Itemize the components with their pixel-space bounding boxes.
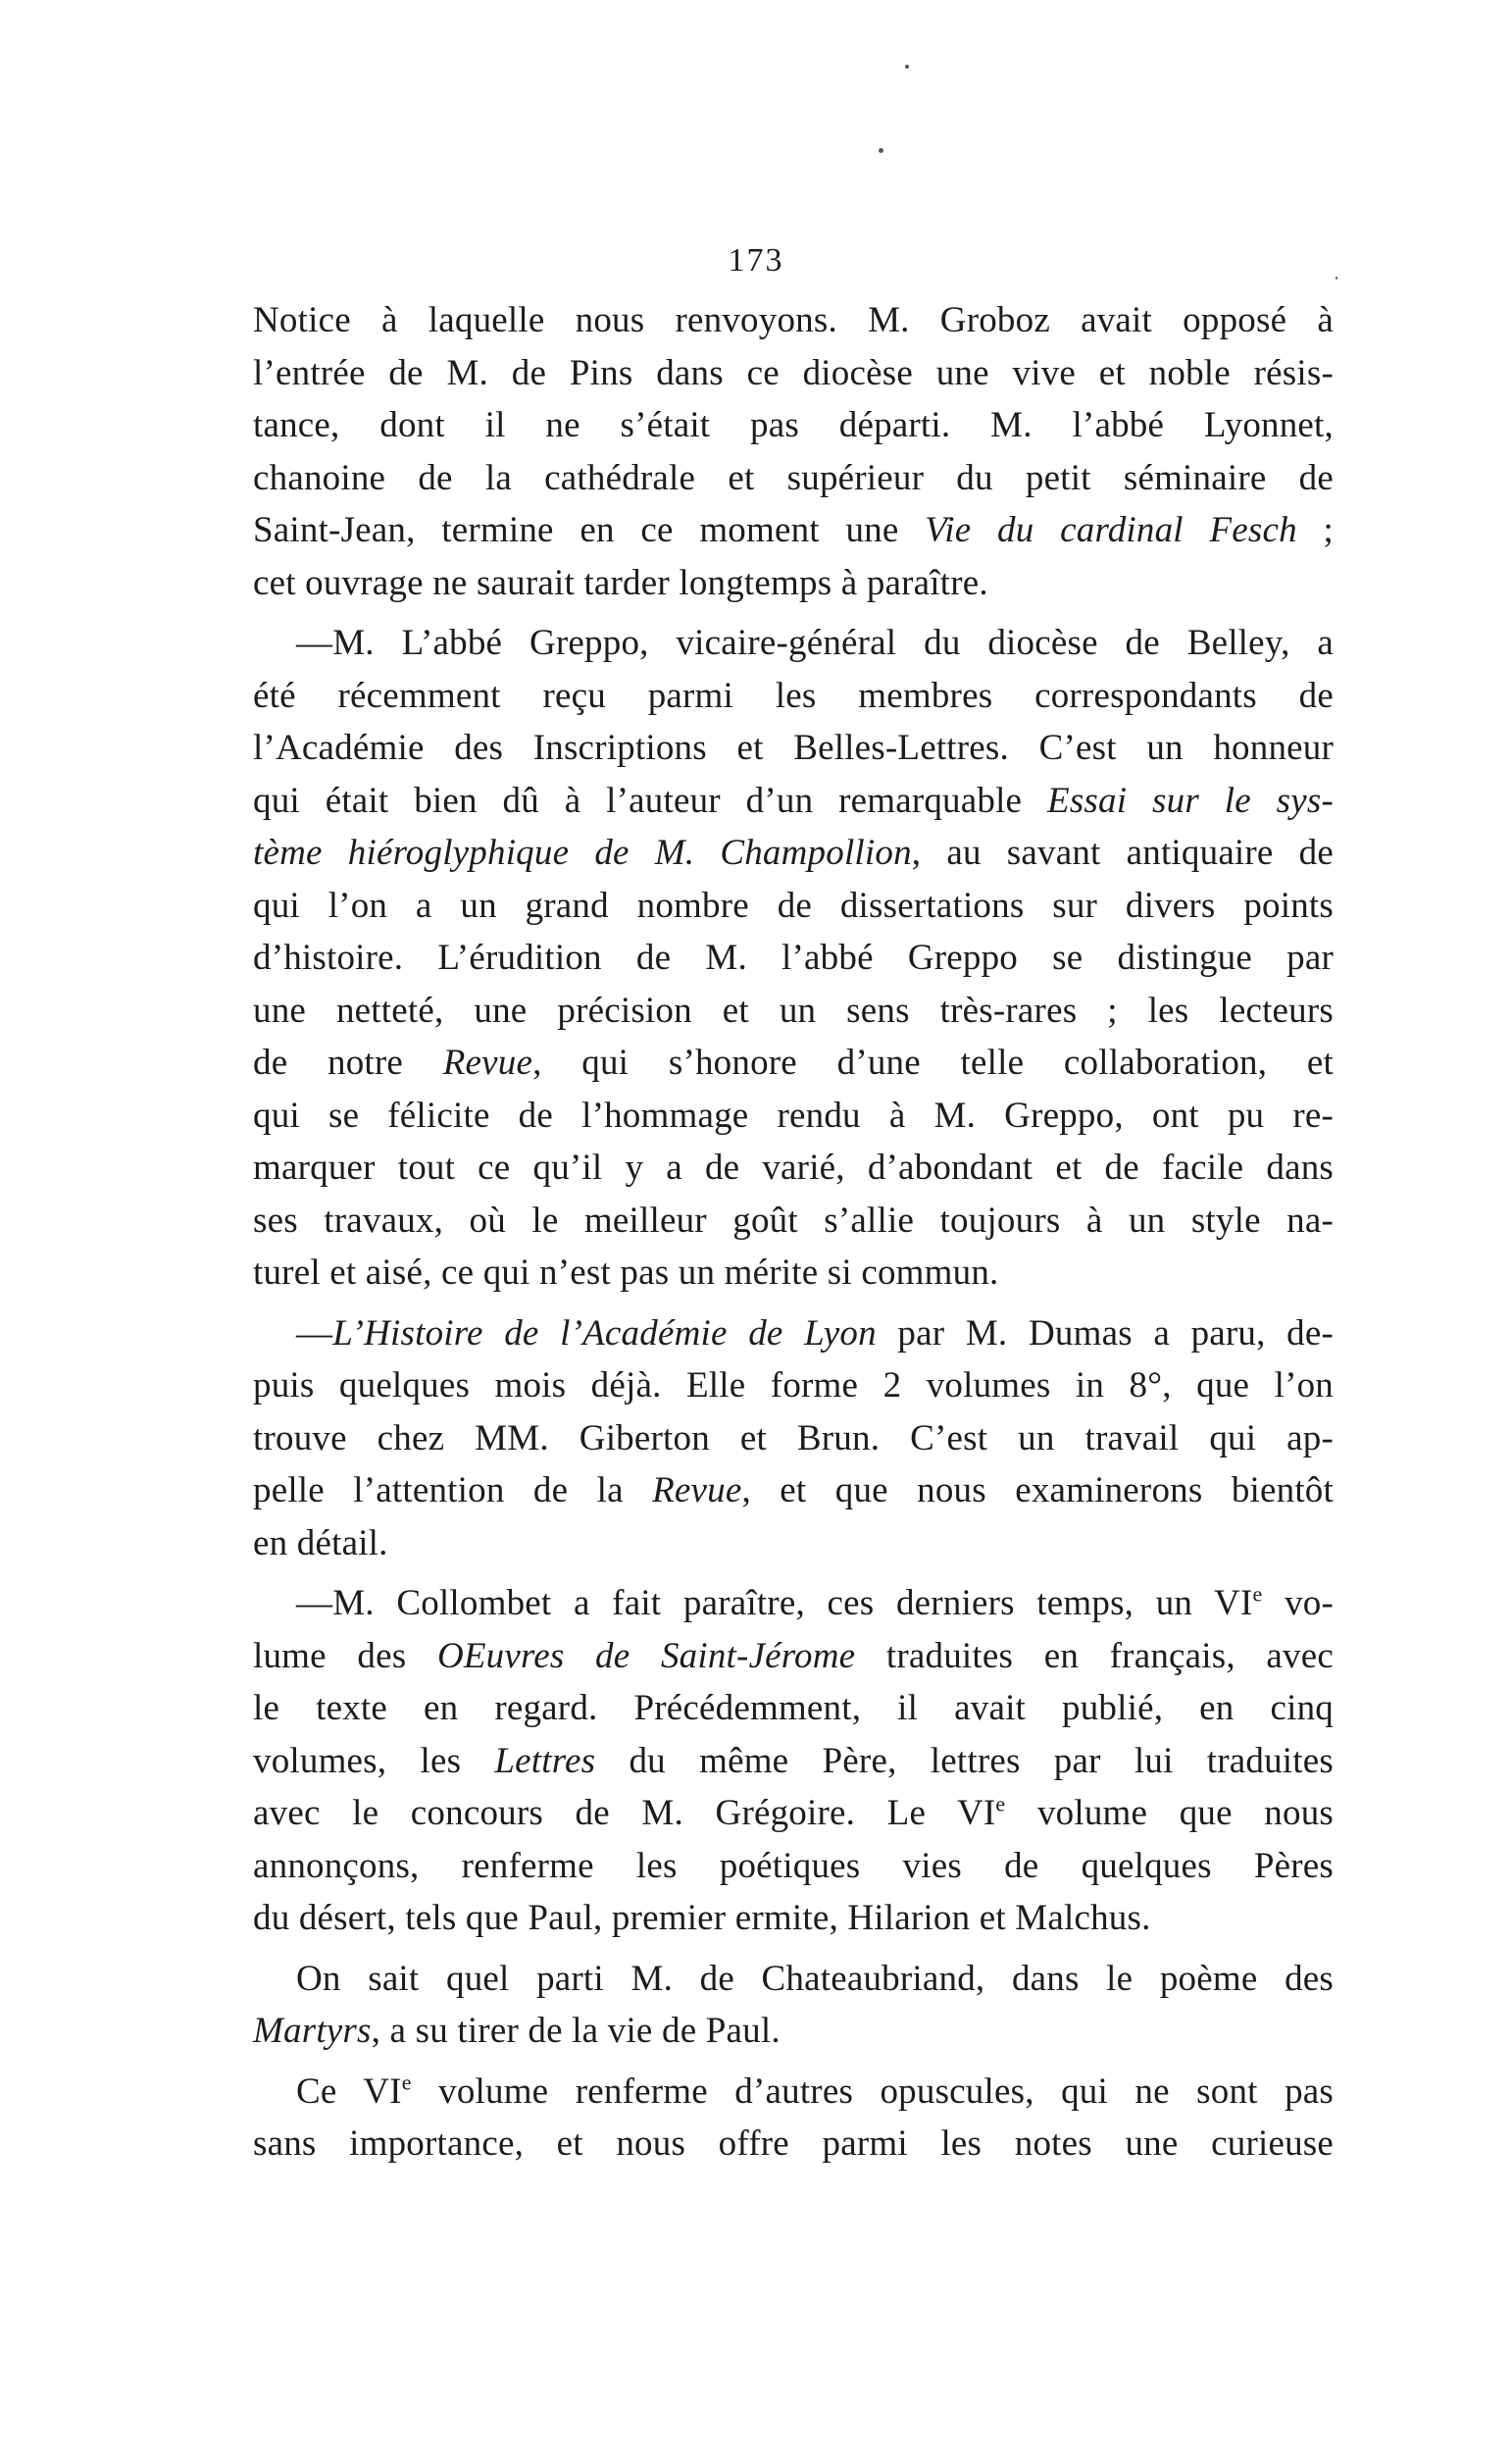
text-line	[253, 1142, 1334, 1195]
text-line	[253, 617, 1334, 670]
text-line	[253, 827, 1334, 880]
text-segment: , qui s’honore d’une telle collaboration, et	[532, 1043, 1334, 1083]
text-segment: traduites en français, avec	[855, 1635, 1334, 1676]
text-segment: annonçons, renferme les poétiques vies de quelques Pères	[253, 1845, 1334, 1886]
italic-text: Martyrs	[253, 2011, 372, 2051]
text-segment: l’entrée de M. de Pins dans ce diocèse une vive et noble résis-	[253, 352, 1334, 393]
italic-text: Revue	[652, 1470, 742, 1510]
italic-text: Essai sur le sys-	[1047, 780, 1334, 821]
text-line	[253, 1412, 1334, 1465]
text-segment: , et que nous examinerons bientôt	[741, 1470, 1334, 1510]
text-line	[253, 880, 1334, 933]
text-segment: qui l’on a un grand nombre de dissertations sur divers points	[253, 885, 1334, 926]
text-segment: Ce VI	[296, 2071, 402, 2112]
text-segment: trouve chez MM. Giberton et Brun. C’est un travail qui ap-	[253, 1417, 1334, 1458]
text-line	[253, 1953, 1334, 2006]
text-line	[253, 1630, 1334, 1683]
text-line	[253, 2066, 1334, 2119]
text-segment: l’Académie des Inscriptions et Belles-Lettres. C’est un honneur	[253, 728, 1334, 768]
text-segment: On sait quel parti M. de Chateaubriand, dans le poème des	[296, 1958, 1334, 1999]
text-segment: ;	[1296, 510, 1334, 550]
italic-text: Vie du cardinal Fesch	[925, 510, 1297, 550]
text-line	[253, 1037, 1334, 1090]
text-segment: le texte en regard. Précédemment, il avait publié, en cinq	[253, 1688, 1334, 1728]
text-segment: , a su tirer de la vie de Paul.	[371, 2011, 781, 2051]
text-segment: volume que nous	[1005, 1793, 1334, 1833]
text-segment: avec le concours de M. Grégoire. Le VI	[253, 1793, 996, 1833]
text-segment: du même Père, lettres par lui traduites	[595, 1740, 1334, 1781]
page-number: 173	[728, 242, 784, 279]
text-segment: volumes, les	[253, 1740, 495, 1781]
text-line	[253, 1247, 1334, 1300]
ink-speck-top	[905, 65, 909, 69]
text-line	[253, 932, 1334, 985]
superscript: e	[995, 1791, 1006, 1816]
text-line	[253, 1359, 1334, 1412]
text-line	[253, 1090, 1334, 1143]
text-segment: marquer tout ce qu’il y a de varié, d’abondant et de facile dans	[253, 1148, 1334, 1188]
text-segment: , au savant antiquaire de	[911, 833, 1334, 873]
text-segment: du désert, tels que Paul, premier ermite, Hilarion et Malchus.	[253, 1898, 1151, 1938]
text-segment: vo-	[1262, 1583, 1334, 1623]
italic-text: Revue	[442, 1043, 533, 1083]
text-segment: —M. L’abbé Greppo, vicaire-général du diocèse de Belley, a	[296, 623, 1334, 663]
text-segment: une netteté, une précision et un sens très-rares ; les lecteurs	[253, 990, 1334, 1031]
text-segment: d’histoire. L’érudition de M. l’abbé Greppo se distingue par	[253, 938, 1334, 978]
text-segment: ses travaux, où le meilleur goût s’allie toujours à un style na-	[253, 1200, 1334, 1241]
text-line	[253, 1840, 1334, 1893]
text-line	[253, 2118, 1334, 2171]
text-line	[253, 399, 1334, 452]
text-segment: qui était bien dû à l’auteur d’un remarquable	[253, 780, 1048, 821]
ink-speck-mark	[879, 148, 883, 153]
text-line	[253, 722, 1334, 775]
text-segment: qui se félicite de l’hommage rendu à M. Greppo, ont pu re-	[253, 1095, 1334, 1136]
text-line	[253, 1892, 1334, 1945]
text-segment: volume renferme d’autres opuscules, qui ne sont pas	[411, 2071, 1334, 2112]
text-segment: chanoine de la cathédrale et supérieur du petit séminaire de	[253, 457, 1334, 498]
text-line	[253, 1464, 1334, 1517]
text-line	[253, 557, 1334, 610]
text-line	[253, 985, 1334, 1038]
text-line	[253, 452, 1334, 505]
italic-text: OEuvres de Saint-Jérome	[436, 1635, 856, 1676]
text-line	[253, 2005, 1334, 2058]
text-segment: de notre	[253, 1043, 443, 1083]
text-segment: tance, dont il ne s’était pas départi. M. l’abbé Lyonnet,	[253, 405, 1334, 445]
text-line	[253, 1735, 1334, 1788]
text-line	[253, 504, 1334, 557]
text-line	[253, 1682, 1334, 1735]
text-segment: sans importance, et nous offre parmi les notes une curieuse	[253, 2123, 1334, 2164]
text-segment: par M. Dumas a paru, de-	[876, 1312, 1335, 1354]
italic-text: tème hiéroglyphique de M. Champollion	[253, 833, 912, 873]
text-segment: cet ouvrage ne saurait tarder longtemps à paraître.	[253, 562, 988, 603]
italic-text: Lettres	[494, 1740, 596, 1781]
text-line	[253, 1195, 1334, 1248]
text-line	[253, 294, 1334, 347]
text-segment: —	[296, 1312, 333, 1354]
text-segment: pelle l’attention de la	[253, 1470, 653, 1510]
text-line	[253, 775, 1334, 828]
superscript: e	[401, 2070, 412, 2095]
text-line	[253, 347, 1334, 400]
text-line	[253, 670, 1334, 723]
text-line	[253, 1307, 1334, 1360]
text-segment: été récemment reçu parmi les membres correspondants de	[253, 675, 1334, 716]
text-line	[253, 1787, 1334, 1840]
text-segment: puis quelques mois déjà. Elle forme 2 volumes in 8°, que l’on	[253, 1365, 1334, 1406]
text-segment: turel et aisé, ce qui n’est pas un mérite si commun.	[253, 1253, 999, 1293]
superscript: e	[1252, 1581, 1263, 1607]
text-segment: Notice à laquelle nous renvoyons. M. Groboz avait opposé à	[253, 300, 1334, 340]
text-line	[253, 1577, 1334, 1630]
text-segment: lume des	[253, 1635, 437, 1676]
body-text	[253, 294, 1334, 2171]
italic-text: L’Histoire de l’Académie de Lyon	[332, 1312, 877, 1354]
text-segment: Saint-Jean, termine en ce moment une	[253, 510, 926, 550]
text-line	[253, 1517, 1334, 1570]
text-segment: en détail.	[253, 1522, 388, 1563]
text-segment: —M. Collombet a fait paraître, ces derniers temps, un VI	[296, 1583, 1253, 1623]
